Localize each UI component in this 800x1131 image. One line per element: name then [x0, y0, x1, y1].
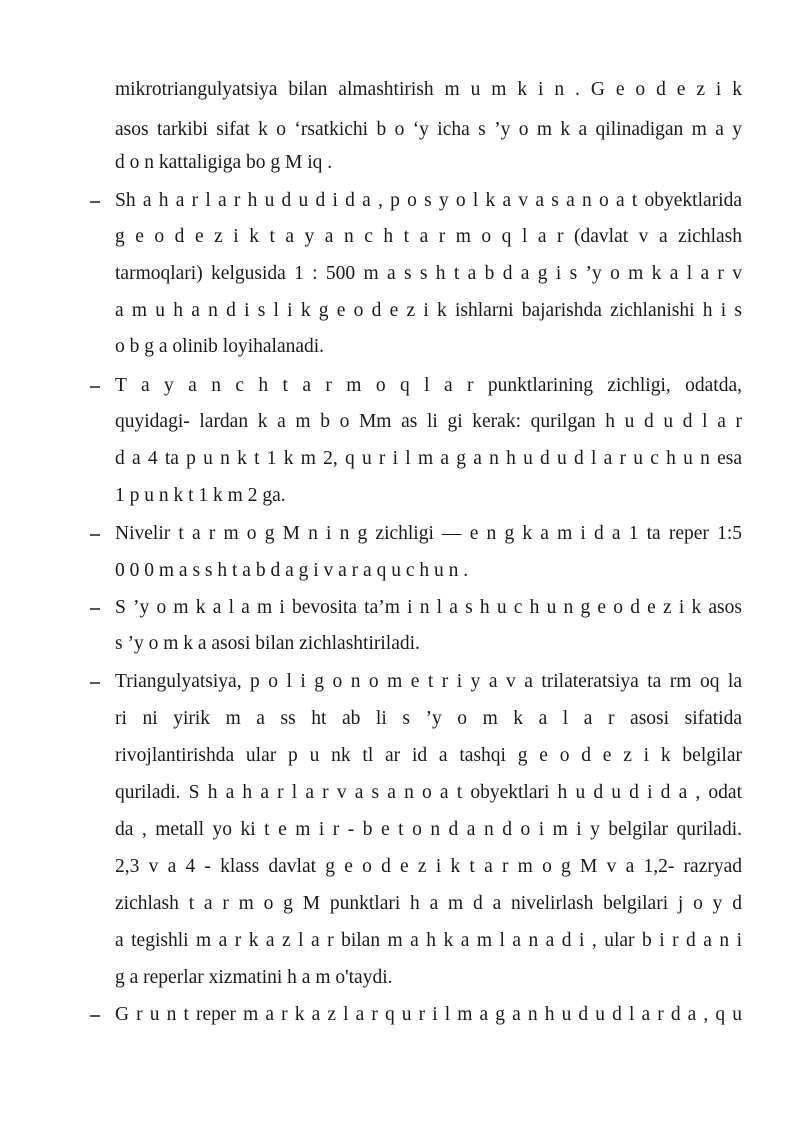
text-line: G r u n t reper m a r k a z l a r q u r i l m a g a n h u d u d l a r d a , q u	[115, 1004, 742, 1025]
bullet-dash	[90, 682, 100, 684]
text-line: Nivelir t a r m o g M n i n g zichligi — e n g k a m i d a 1 ta reper 1:5	[115, 523, 742, 544]
text-line: Triangulyatsiya, p o l i g o n o m e t r i y a v a trilateratsiya ta rm oq la	[115, 671, 742, 692]
text-line: quriladi. S h a h a r l a r v a s a n o a t obyektlari h u d u d i d a , odat	[115, 782, 742, 803]
text-line: d o n kattaligiga bo g M iq .	[115, 152, 333, 173]
text-line: 2,3 v a 4 - klass davlat g e o d e z i k t a r m o g M v a 1,2- razryad	[115, 856, 742, 877]
text-line: a tegishli m a r k a z l a r bilan m a h k a m l a n a d i , ular b i r d a n i	[115, 930, 742, 951]
text-line: zichlash t a r m o g M punktlari h a m d a nivelirlash belgilari j o y d	[115, 893, 742, 914]
text-line: d a 4 ta p u n k t 1 k m 2, q u r i l m a g a n h u d u d l a r u c h u n esa	[115, 448, 742, 469]
text-line: Sh a h a r l a r h u d u d i d a , p o s y o l k a v a s a n o a t obyektlarida	[115, 190, 742, 211]
text-line: o b g a olinib loyihalanadi.	[115, 336, 325, 357]
bullet-dash	[90, 608, 100, 610]
text-line: g e o d e z i k t a y a n c h t a r m o q l a r (davlat v a zichlash	[115, 226, 742, 247]
text-line: s ’y o m k a asosi bilan zichlashtiriladi.	[115, 633, 420, 654]
text-line: rivojlantirishda ular p u nk tl ar id a tashqi g e o d e z i k belgilar	[115, 745, 742, 766]
bullet-dash	[90, 1015, 100, 1017]
text-line: S ’y o m k a l a m i bevosita ta’m i n l a s h u c h u n g e o d e z i k asos	[115, 597, 742, 618]
text-line: da , metall yo ki t e m i r - b e t o n d a n d o i m i y belgilar quriladi.	[115, 819, 742, 840]
text-line: tarmoqlari) kelgusida 1 : 500 m a s s h t a b d a g i s ’y o m k a l a r v	[115, 263, 742, 284]
text-line: mikrotriangulyatsiya bilan almashtirish m u m k i n . G e o d e z i k	[115, 79, 742, 100]
text-line: T a y a n c h t a r m o q l a r punktlarining zichligi, odatda,	[115, 375, 742, 396]
text-line: 0 0 0 m a s s h t a b d a g i v a r a q u c h u n .	[115, 560, 469, 581]
bullet-dash	[90, 534, 100, 536]
text-line: asos tarkibi sifat k o ‘rsatkichi b o ‘y icha s ’y o m k a qilinadigan m a y	[115, 119, 742, 140]
text-line: a m u h a n d i s l i k g e o d e z i k ishlarni bajarishda zichlanishi h i s	[115, 300, 742, 321]
text-line: quyidagi- lardan k a m b o Mm as li gi kerak: qurilgan h u d u d l a r	[115, 411, 742, 432]
text-line: ri ni yirik m a ss ht ab li s ’y o m k a l a r asosi sifatida	[115, 708, 742, 729]
bullet-dash	[90, 386, 100, 388]
text-line: g a reperlar xizmatini h a m o'taydi.	[115, 967, 393, 988]
bullet-dash	[90, 201, 100, 203]
text-line: 1 p u n k t 1 k m 2 ga.	[115, 485, 286, 506]
